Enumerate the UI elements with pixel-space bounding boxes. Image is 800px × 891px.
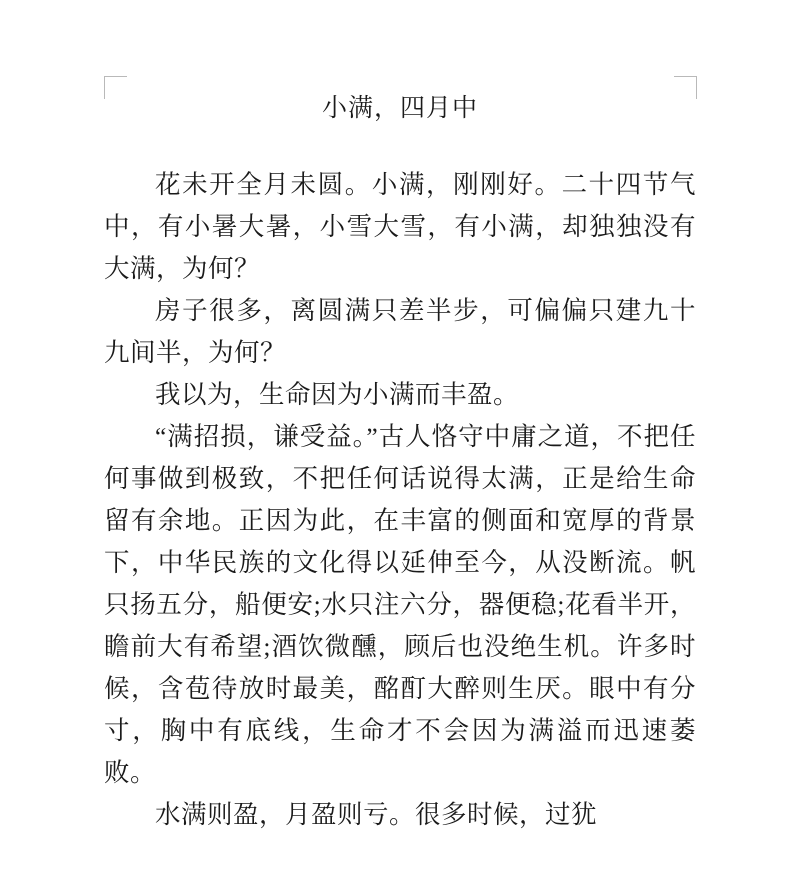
paragraph-1: 花未开全月未圆。小满，刚刚好。二十四节气中，有小暑大暑，小雪大雪，有小满，却独独没有大满，为何？	[104, 170, 696, 283]
paragraph-3: 我以为，生命因为小满而丰盈。	[155, 380, 520, 409]
document-body	[104, 92, 696, 836]
paragraph-5: 水满则盈，月盈则亏。很多时候，过犹	[155, 800, 598, 829]
paragraph-2: 房子很多，离圆满只差半步，可偏偏只建九十九间半，为何？	[104, 296, 696, 367]
document-title: 小满，四月中	[321, 95, 478, 122]
paragraph-4: “满招损，谦受益。”古人恪守中庸之道，不把任何事做到极致，不把任何话说得太满，正是给生命留有余地。正因为此，在丰富的侧面和宽厚的背景下，中华民族的文化得以延伸至今，从没断流。帆只扬五分，船便安;水只注六分，器便稳;花看半开，瞻前大有希望;酒饮微醺，顾后也没绝生机。许多时候，含苞待放时最美，酩酊大醉则生厌。眼中有分寸，胸中有底线，生命才不会因为满溢而迅速萎败。	[104, 422, 696, 787]
